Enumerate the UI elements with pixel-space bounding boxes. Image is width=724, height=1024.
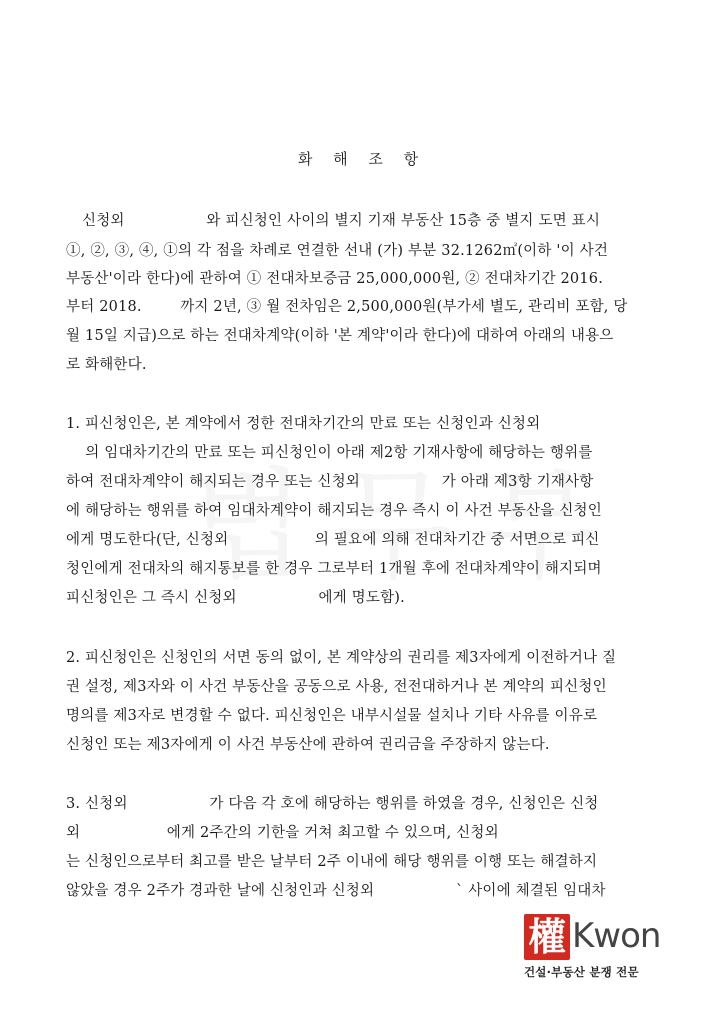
clause-1-line: 1. 피신청인은, 본 계약에서 정한 전대차기간의 만료 또는 신청인과 신청외 xyxy=(66,416,541,432)
clause-2-line: 신청인 또는 제3자에게 이 사건 부동산에 관하여 권리금을 주장하지 않는다. xyxy=(66,737,550,753)
intro-line: 신청외 와 피신청인 사이의 별지 기재 부동산 15층 중 별지 도면 표시 xyxy=(82,213,601,229)
clause-1-line: 청인에게 전대차의 해지통보를 한 경우 그로부터 1개월 후에 전대차계약이 해지되며 xyxy=(66,561,602,577)
logo-tagline: 건설·부동산 분쟁 전문 xyxy=(524,965,639,979)
clause-3-line: 는 신청인으로부터 최고를 받은 날부터 2주 이내에 해당 행위를 이행 또는 해결하지 xyxy=(66,854,598,870)
intro-line: 로 화해한다. xyxy=(66,357,147,373)
intro-line: ①, ②, ③, ④, ①의 각 점을 차례로 연결한 선내 (가) 부분 32.1262㎡(이하 '이 사건 xyxy=(66,243,609,259)
clause-2-line: 2. 피신청인은 신청인의 서면 동의 없이, 본 계약상의 권리를 제3자에게 이전하거나 질 xyxy=(66,650,617,666)
document-title: 화 해 조 항 xyxy=(297,150,427,168)
intro-line: 월 15일 지급)으로 하는 전대차계약(이하 '본 계약'이라 한다)에 대하여 아래의 내용으 xyxy=(66,328,614,344)
clause-1-line: 피신청인은 그 즉시 신청외 에게 명도함). xyxy=(66,590,405,606)
clause-2-line: 명의를 제3자로 변경할 수 없다. 피신청인은 내부시설물 설치나 기타 사유를 이유로 xyxy=(66,708,598,724)
intro-line: 부동산'이라 한다)에 관하여 ① 전대차보증금 25,000,000원, ② 전대차기간 2016. xyxy=(66,271,604,287)
clause-1-line: 에 해당하는 행위를 하여 임대차계약이 해지되는 경우 즉시 이 사건 부동산을 신청인 xyxy=(66,503,602,519)
firm-logo xyxy=(524,914,684,984)
clause-1-line: 하여 전대차계약이 해지되는 경우 또는 신청외 가 아래 제3항 기재사항 xyxy=(66,474,594,490)
intro-line: 부터 2018. 까지 2년, ③ 월 전차임은 2,500,000원(부가세 별도, 관리비 포함, 당 xyxy=(66,299,628,315)
clause-3-line: 3. 신청외 가 다음 각 호에 해당하는 행위를 하였을 경우, 신청인은 신청 xyxy=(66,796,599,812)
logo-wordmark: Kwon xyxy=(572,916,661,956)
clause-1-line: 에게 명도한다(단, 신청외 의 필요에 의해 전대차기간 중 서면으로 피신 xyxy=(66,532,600,548)
clause-3-line: 않았을 경우 2주가 경과한 날에 신청인과 신청외 ` 사이에 체결된 임대차 xyxy=(66,883,606,899)
clause-2-line: 권 설정, 제3자와 이 사건 부동산을 공동으로 사용, 전전대하거나 본 계약의 피신청인 xyxy=(66,679,607,695)
logo-mark-icon: 權 xyxy=(524,914,570,960)
clause-3-line: 외 에게 2주간의 기한을 거쳐 최고할 수 있으며, 신청외 xyxy=(66,825,499,841)
clause-1-line: 의 임대차기간의 만료 또는 피신청인이 아래 제2항 기재사항에 해당하는 행위를 xyxy=(66,445,593,461)
